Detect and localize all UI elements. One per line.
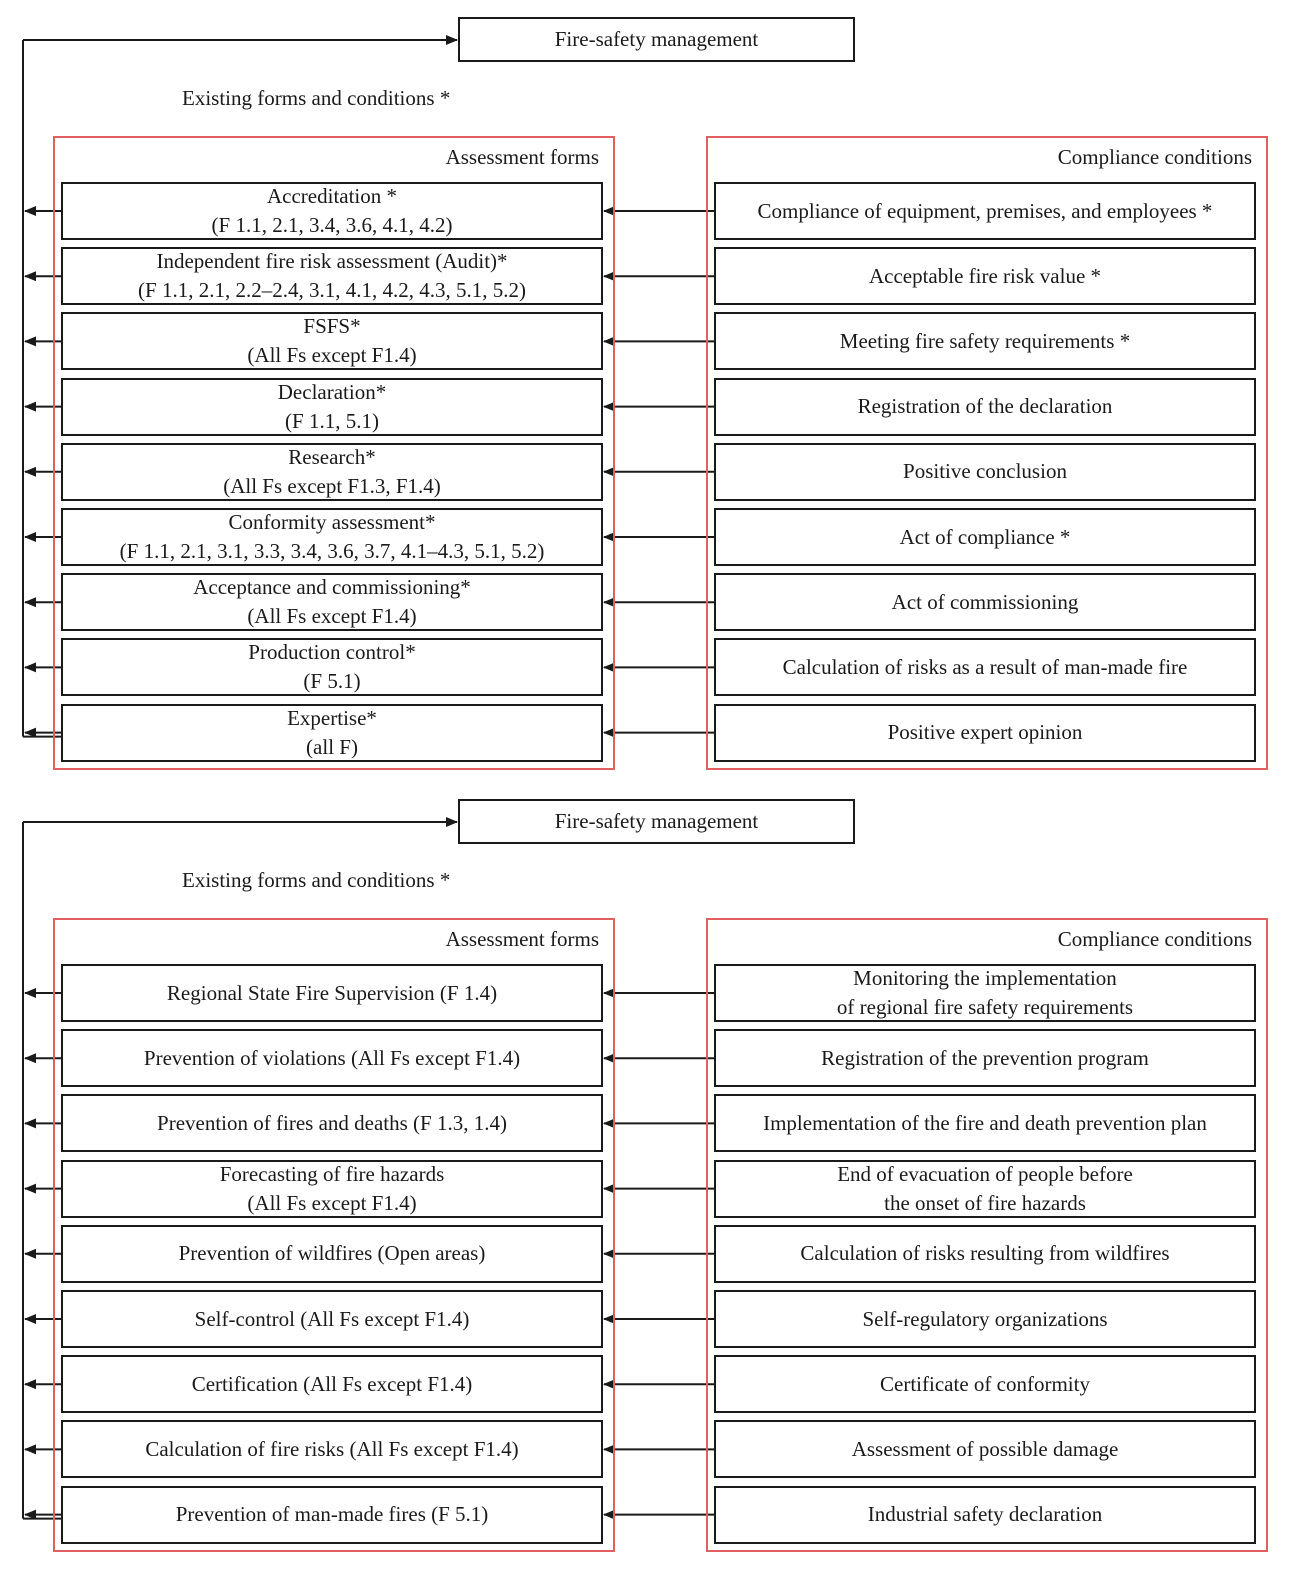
assessment-form-text: Independent fire risk assessment (Audit)* <box>156 249 508 274</box>
compliance-condition-text: Act of compliance * <box>899 524 1071 549</box>
compliance-condition-box <box>714 1486 1256 1544</box>
assessment-form-box <box>61 1225 603 1283</box>
assessment-form-text: Accreditation * <box>266 184 398 208</box>
compliance-condition-text: the onset of fire hazards <box>884 1190 1086 1215</box>
compliance-condition-text: End of evacuation of people before <box>837 1161 1133 1186</box>
management-label: Fire-safety management <box>554 809 759 833</box>
compliance-condition-box <box>714 312 1256 370</box>
fire-safety-management-box <box>458 17 855 62</box>
compliance-condition-box <box>714 1160 1256 1218</box>
assessment-form-box <box>61 704 603 762</box>
assessment-form-box <box>61 443 603 501</box>
existing-forms-label: Existing forms and conditions * <box>182 868 451 892</box>
assessment-form-text: (F 1.1, 2.1, 3.4, 3.6, 4.1, 4.2) <box>211 213 453 237</box>
assessment-form-text: Declaration* <box>277 379 387 404</box>
compliance-condition-text: of regional fire safety requirements <box>836 995 1134 1019</box>
compliance-condition-text: Assessment of possible damage <box>851 1436 1119 1461</box>
assessment-form-text: Forecasting of fire hazards <box>219 1161 445 1186</box>
assessment-form-text: (F 1.1, 2.1, 3.1, 3.3, 3.4, 3.6, 3.7, 4.1–4.3, 5.1, 5.2) <box>119 539 545 563</box>
compliance-condition-box <box>714 443 1256 501</box>
assessment-form-box <box>61 312 603 370</box>
assessment-form-box <box>61 573 603 631</box>
assessment-form-text: (F 1.1, 5.1) <box>285 408 379 433</box>
assessment-form-box <box>61 964 603 1022</box>
assessment-form-text: (All Fs except F1.3, F1.4) <box>223 473 441 498</box>
assessment-form-text: Conformity assessment* <box>228 510 436 534</box>
assessment-form-text: Calculation of fire risks (All Fs except F1.4) <box>145 1436 519 1461</box>
assessment-form-text: Acceptance and commissioning* <box>193 575 471 600</box>
compliance-condition-box <box>714 573 1256 631</box>
assessment-forms-title: Assessment forms <box>445 927 599 951</box>
assessment-form-text: Prevention of violations (All Fs except F1.4) <box>143 1045 521 1070</box>
assessment-form-text: Regional State Fire Supervision (F 1.4) <box>166 980 498 1005</box>
compliance-condition-text: Registration of the prevention program <box>821 1045 1149 1070</box>
compliance-condition-box <box>714 638 1256 696</box>
compliance-condition-text: Registration of the declaration <box>857 394 1113 419</box>
compliance-condition-text: Certificate of conformity <box>880 1371 1090 1396</box>
assessment-forms-title: Assessment forms <box>445 145 599 169</box>
existing-forms-label: Existing forms and conditions * <box>182 86 451 110</box>
compliance-condition-box <box>714 247 1256 305</box>
assessment-form-box <box>61 508 603 566</box>
management-label: Fire-safety management <box>554 27 759 51</box>
assessment-form-text: Self-control (All Fs except F1.4) <box>194 1306 470 1331</box>
assessment-form-text: Production control* <box>248 640 416 665</box>
assessment-form-text: Expertise* <box>287 705 377 730</box>
compliance-condition-text: Compliance of equipment, premises, and employees * <box>757 198 1213 223</box>
assessment-form-text: (F 1.1, 2.1, 2.2–2.4, 3.1, 4.1, 4.2, 4.3, 5.1, 5.2) <box>138 278 526 303</box>
compliance-condition-text: Positive conclusion <box>903 459 1067 484</box>
compliance-condition-box <box>714 964 1256 1022</box>
assessment-form-text: Certification (All Fs except F1.4) <box>191 1371 473 1396</box>
compliance-condition-text: Monitoring the implementation <box>853 966 1117 990</box>
assessment-form-text: (All Fs except F1.4) <box>247 604 417 629</box>
assessment-form-box <box>61 1029 603 1087</box>
fire-safety-management-box <box>458 799 855 844</box>
compliance-condition-text: Acceptable fire risk value * <box>868 263 1102 288</box>
assessment-form-box <box>61 1486 603 1544</box>
assessment-form-box <box>61 1160 603 1218</box>
compliance-condition-box <box>714 1355 1256 1413</box>
assessment-form-text: (All Fs except F1.4) <box>247 1190 417 1215</box>
compliance-conditions-title: Compliance conditions <box>1057 927 1252 951</box>
compliance-conditions-title: Compliance conditions <box>1057 145 1252 169</box>
compliance-condition-text: Meeting fire safety requirements * <box>839 328 1131 353</box>
compliance-condition-text: Implementation of the fire and death prevention plan <box>763 1110 1207 1135</box>
assessment-form-text: Prevention of wildfires (Open areas) <box>178 1241 486 1266</box>
compliance-condition-box <box>714 1094 1256 1152</box>
compliance-condition-box <box>714 1420 1256 1478</box>
assessment-form-box <box>61 182 603 240</box>
assessment-form-box <box>61 1420 603 1478</box>
compliance-condition-text: Positive expert opinion <box>887 720 1083 745</box>
compliance-condition-text: Self-regulatory organizations <box>862 1306 1108 1331</box>
assessment-form-text: (all F) <box>306 734 358 759</box>
assessment-form-text: Prevention of fires and deaths (F 1.3, 1.4) <box>157 1110 507 1135</box>
compliance-condition-text: Calculation of risks resulting from wildfires <box>800 1241 1170 1266</box>
compliance-condition-text: Industrial safety declaration <box>867 1502 1103 1527</box>
compliance-condition-box <box>714 1290 1256 1348</box>
compliance-condition-box <box>714 508 1256 566</box>
assessment-form-box <box>61 247 603 305</box>
compliance-condition-box <box>714 1225 1256 1283</box>
assessment-form-text: Prevention of man-made fires (F 5.1) <box>175 1502 489 1527</box>
assessment-form-box <box>61 638 603 696</box>
compliance-condition-box <box>714 378 1256 436</box>
compliance-condition-text: Act of commissioning <box>891 589 1079 614</box>
compliance-condition-box <box>714 1029 1256 1087</box>
compliance-condition-box <box>714 704 1256 762</box>
compliance-condition-box <box>714 182 1256 240</box>
assessment-form-box <box>61 1355 603 1413</box>
assessment-form-text: FSFS* <box>303 314 361 339</box>
assessment-form-text: (F 5.1) <box>303 669 361 694</box>
assessment-form-text: (All Fs except F1.4) <box>247 343 417 368</box>
assessment-form-box <box>61 378 603 436</box>
assessment-form-box <box>61 1290 603 1348</box>
compliance-condition-text: Calculation of risks as a result of man-made fire <box>782 654 1188 679</box>
assessment-form-text: Research* <box>288 444 376 469</box>
assessment-form-box <box>61 1094 603 1152</box>
